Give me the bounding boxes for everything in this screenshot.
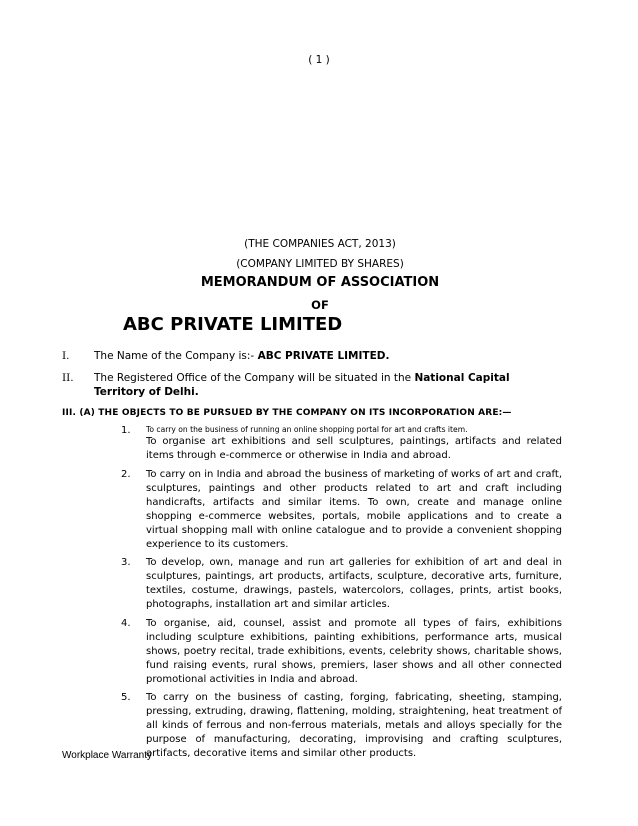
clause-number: I. [62,350,70,362]
object-number: 2. [121,468,131,480]
objects-list [121,424,562,766]
clause-text-plain: The Name of the Company is:- [94,350,258,362]
object-text: To carry on the business of casting, forging, fabricating, sheeting, stamping, pressing, extruding, drawing, flattening, molding, straightening, heat treatment of all kinds of ferrous and non-ferrous materials, metals and alloys specially for the purpose of manufacturing, decorating, improvising and crafting sculptures, artifacts, decorative items and similar other products. [146,692,562,759]
clause-text [94,349,562,363]
object-text: To develop, own, manage and run art galleries for exhibition of art and deal in sculptures, paintings, art products, artifacts, sculpture, decorative arts, furniture, textiles, costume, drawings, pastels, watercolors, collages, prints, artist books, photographs, installation art and similar articles. [146,557,562,610]
clause-number: II. [62,372,74,384]
clause-text-bold: National Capital Territory of Delhi. [94,372,510,398]
company-name: ABC PRIVATE LIMITED [123,314,343,335]
act-reference: (THE COMPANIES ACT, 2013) [244,238,396,250]
page-number: ( 1 ) [308,54,330,66]
footer-text: Workplace Warranty [62,750,153,761]
object-text [146,424,562,463]
company-type: (COMPANY LIMITED BY SHARES) [236,258,404,270]
clause-text [94,371,562,399]
clause-name [62,349,562,363]
object-item [121,556,562,612]
clause-text-bold: ABC PRIVATE LIMITED. [257,350,390,362]
object-text: To organise, aid, counsel, assist and promote all types of fairs, exhibitions including sculpture exhibitions, painting exhibitions, performance arts, musical shows, poetry recital, trade exhibitions, events, celebrity shows, charitable shows, fund raising events, rural shows, premiers, laser shows and all other connected promotional activities in India and abroad. [146,617,562,685]
object-number: 5. [121,692,131,703]
object-main-text: To organise art exhibitions and sell sculptures, paintings, artifacts and related items through e-commerce or otherwise in India and abroad. [146,436,562,461]
object-number: 3. [121,557,131,568]
clause-objects-heading: III. (A) THE OBJECTS TO BE PURSUED BY THE COMPANY ON ITS INCORPORATION ARE:— [62,408,512,418]
clause-text-plain: The Registered Office of the Company will be situated in the [94,372,415,384]
document-title: MEMORANDUM OF ASSOCIATION [200,275,440,290]
object-item [121,468,562,552]
object-item [121,691,562,761]
object-item [121,424,562,463]
object-number: 1. [121,425,131,436]
object-text: To carry on in India and abroad the business of marketing of works of art and craft, sculptures, paintings and other products related to art and craft including handicrafts, artifacts and similar items. To own, create and manage online shopping e-commerce websites, portals, mobile applications and to create a virtual shopping mall with online catalogue and to provide a convenient shopping experience to its customers. [146,468,562,550]
title-of: OF [311,298,329,312]
object-number: 4. [121,617,131,629]
clause-registered-office [62,371,562,399]
object-small-text: To carry on the business of running an online shopping portal for art and crafts item. [146,425,468,434]
object-item [121,617,562,687]
